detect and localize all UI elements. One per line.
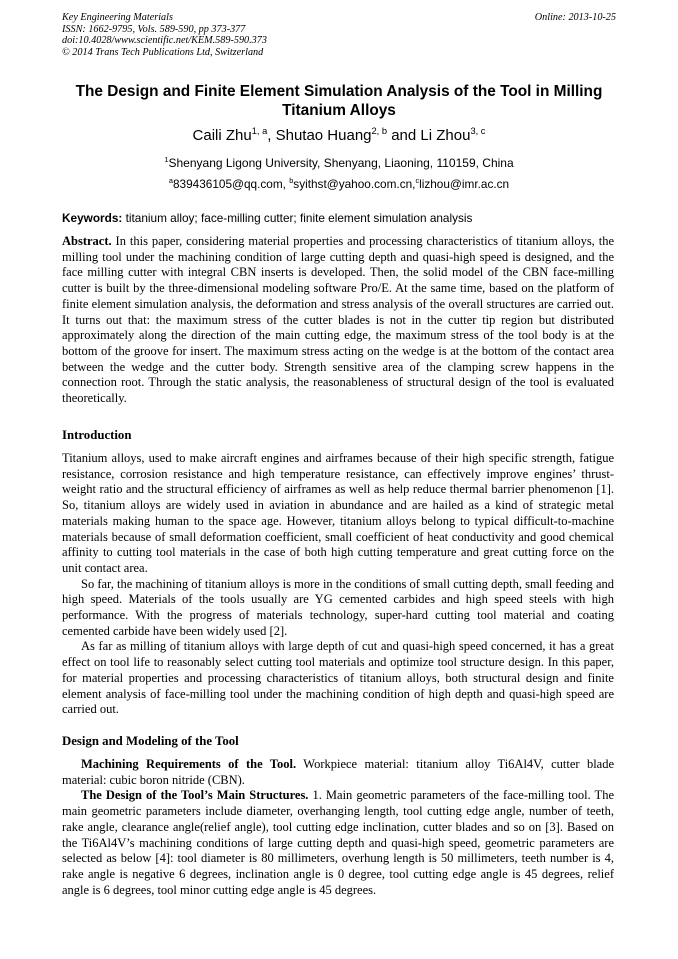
introduction-heading: Introduction	[62, 428, 132, 442]
subsection-label: Machining Requirements of the Tool.	[81, 757, 297, 771]
abstract	[62, 234, 614, 407]
author-sup: 2, b	[371, 126, 388, 136]
keywords-text: titanium alloy; face-milling cutter; finite element simulation analysis	[122, 211, 473, 225]
affiliation-sup: 1	[164, 155, 169, 164]
doi-line: doi:10.4028/www.scientific.net/KEM.589-590.373	[62, 35, 267, 47]
email-address: 839436105@qq.com,	[172, 177, 290, 191]
abstract-text: In this paper, considering material properties and processing characteristics of titanium alloys, the milling tool under the machining condition of large cutting depth and quasi-high speed is designed, and the face milling cutter with integral CBN inserts is developed. Then, the solid model of the CBN face-milling cutter is built by the three-dimensional modeling software Pro/E. At the same time, based on the platform of finite element simulation analysis, the deformation and stress analysis of the overall structures are carried out. It turns out that: the maximum stress of the cutter blades is not in the cutter tip region but distributed approximately along the direction of the main cutting edge, the maximum stress of the tool body is at the bottom of the groove for insert. The maximum stress acting on the wedge is at the bottom of the contact area between the wedge and the cutter body. Strength sensitive area of the clamping screw happens in the connection root. Through the static analysis, the reasonableness of structural design of the tool is evaluated theoretically.	[62, 234, 614, 406]
design-heading: Design and Modeling of the Tool	[62, 734, 239, 748]
introduction-section	[62, 451, 614, 718]
email-sup: c	[415, 176, 420, 186]
journal-header	[62, 12, 616, 58]
paragraph-text: 1. Main geometric parameters of the face-milling tool. The main geometric parameters include diameter, overhanging length, tool cutting edge angle, number of teeth, rake angle, clearance angle(relief angle), tool cutting edge inclination, cutter blades and so on [3]. Based on the Ti6Al4V’s machining conditions of large cutting depth and quasi-high speed, geometric parameters are selected as below [4]: tool diameter is 80 millimeters, overhung length is 50 millimeters, teeth number is 4, rake angle is negative 6 degrees, inclination angle is 0 degree, tool cutting edge angle is 45 degrees, relief angle is 6 degrees, tool minor cutting edge angle is 45 degrees.	[62, 788, 614, 897]
author-name: Caili Zhu	[192, 127, 252, 144]
journal-name: Key Engineering Materials	[62, 12, 173, 23]
author-sep: ,	[267, 127, 276, 144]
keywords	[62, 211, 616, 225]
paragraph: Titanium alloys, used to make aircraft engines and airframes because of their high specific strength, fatigue resistance, corrosion resistance and high temperature resistance, can effectively improve engines’ thrust-weight ratio and the structural efficiency of airframes as well as help reduce thermal barrier phenomenon [1]. So, titanium alloys are widely used in aviation in abundance and are hailed as a kind of strategic metal materials making human to the space age. However, titanium alloys belong to typical difficult-to-machine materials because of small deformation coefficient, small coefficient of heat conductivity and good chemical affinity to cutting tool materials in the case of both high cutting temperature and great cutting force on the unit contact area.	[62, 451, 614, 575]
affiliation-text: Shenyang Ligong University, Shenyang, Liaoning, 110159, China	[168, 156, 514, 170]
author-list	[62, 127, 616, 145]
copyright-line: © 2014 Trans Tech Publications Ltd, Switzerland	[62, 46, 264, 58]
author-name: Shutao Huang	[275, 127, 372, 144]
paragraph	[62, 788, 614, 898]
subsection-label: The Design of the Tool’s Main Structures.	[81, 788, 309, 803]
paper-title: The Design and Finite Element Simulation Analysis of the Tool in Milling Titanium Alloys	[75, 83, 603, 119]
design-section	[62, 757, 614, 898]
keywords-label: Keywords:	[62, 211, 123, 225]
abstract-paragraph	[62, 234, 614, 407]
author-sep: and	[387, 127, 421, 144]
email-sup: a	[168, 176, 173, 186]
email-address: lizhou@imr.ac.cn	[419, 177, 510, 191]
email-address: syithst@yahoo.com.cn,	[293, 177, 416, 191]
issn-line: ISSN: 1662-9795, Vols. 589-590, pp 373-377	[62, 23, 246, 35]
paragraph	[62, 757, 614, 788]
online-date: Online: 2013-10-25	[534, 12, 616, 23]
abstract-label: Abstract.	[62, 234, 112, 248]
email-list	[62, 177, 616, 191]
author-sup: 1, a	[251, 126, 268, 136]
affiliation	[62, 156, 616, 170]
paragraph: So far, the machining of titanium alloys is more in the conditions of small cutting depth, small feeding and high speed. Materials of the tools usually are YG cemented carbides and high speed steels with high performance. With the progress of materials technology, super-hard cutting tool material and coating cemented carbide have been widely used [2].	[62, 576, 614, 638]
author-name: Li Zhou	[420, 127, 471, 144]
paragraph-text: Workpiece material: titanium alloy Ti6Al4V, cutter blade material: cubic boron nitride (CBN).	[62, 757, 615, 787]
email-sup: b	[289, 176, 294, 186]
paragraph: As far as milling of titanium alloys with large depth of cut and quasi-high speed concerned, it has a great effect on tool life to reasonably select cutting tool materials and optimize tool structure design. In this paper, for material properties and processing characteristics of titanium alloys, both structural design and finite element analysis of face-milling tool under the machining condition of high depth and quasi-high speed are carried out.	[62, 639, 614, 717]
author-sup: 3, c	[470, 126, 486, 136]
